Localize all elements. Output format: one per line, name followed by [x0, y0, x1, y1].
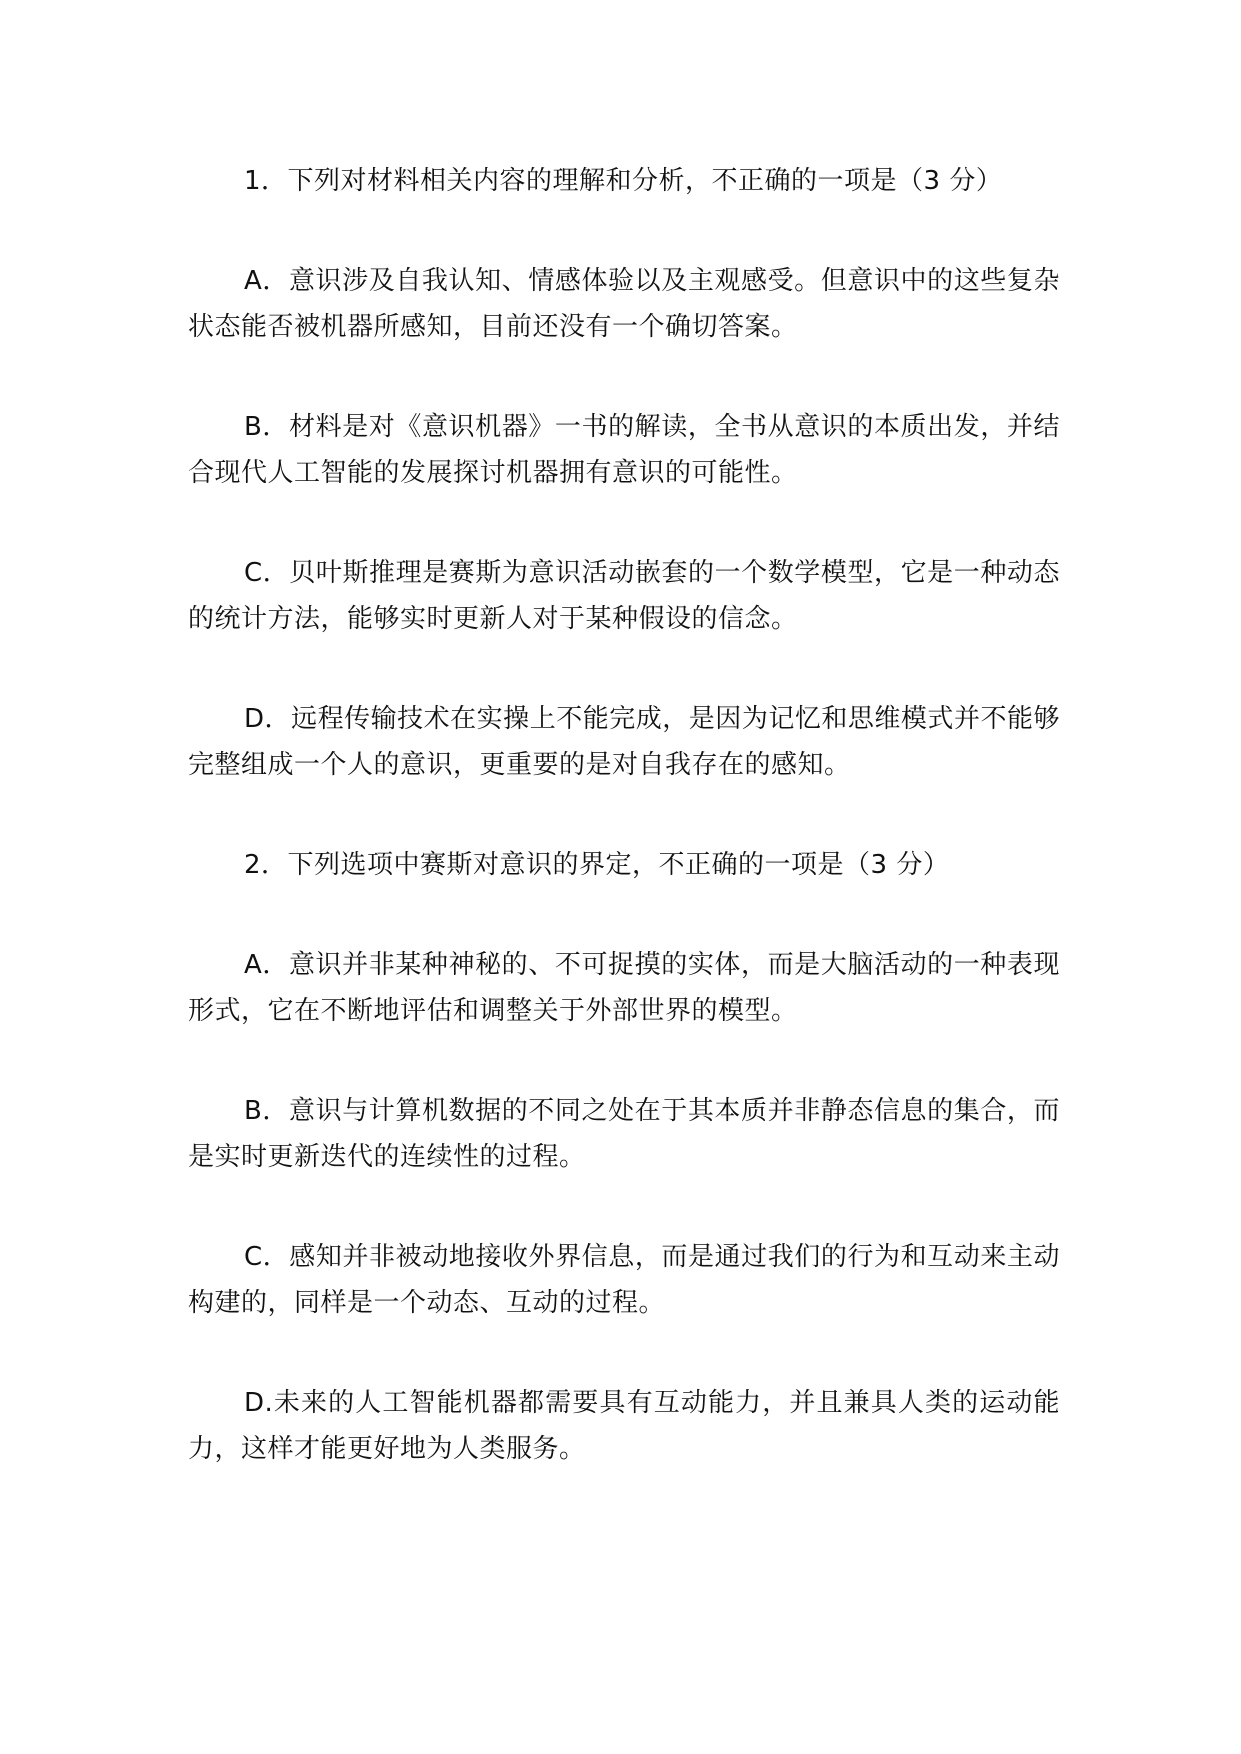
- question-2-option-d: D.未来的人工智能机器都需要具有互动能力，并且兼具人类的运动能力，这样才能更好地为人类服务。: [188, 1388, 1060, 1464]
- question-1-option-a: A．意识涉及自我认知、情感体验以及主观感受。但意识中的这些复杂状态能否被机器所感知，目前还没有一个确切答案。: [188, 266, 1060, 342]
- question-1-option-c: C．贝叶斯推理是赛斯为意识活动嵌套的一个数学模型，它是一种动态的统计方法，能够实时更新人对于某种假设的信念。: [188, 558, 1060, 634]
- question-2-option-c: C．感知并非被动地接收外界信息，而是通过我们的行为和互动来主动构建的，同样是一个动态、互动的过程。: [188, 1242, 1060, 1318]
- question-1-stem: 1．下列对材料相关内容的理解和分析，不正确的一项是（3 分）: [244, 166, 1003, 196]
- question-1-option-b: B．材料是对《意识机器》一书的解读，全书从意识的本质出发，并结合现代人工智能的发展探讨机器拥有意识的可能性。: [188, 412, 1060, 488]
- question-2-option-b: B．意识与计算机数据的不同之处在于其本质并非静态信息的集合，而是实时更新迭代的连续性的过程。: [188, 1096, 1060, 1172]
- document-body: [188, 158, 1060, 1472]
- question-2-stem: 2．下列选项中赛斯对意识的界定，不正确的一项是（3 分）: [244, 850, 950, 880]
- question-1-option-d: D．远程传输技术在实操上不能完成，是因为记忆和思维模式并不能够完整组成一个人的意识，更重要的是对自我存在的感知。: [188, 704, 1060, 780]
- question-2-option-a: A．意识并非某种神秘的、不可捉摸的实体，而是大脑活动的一种表现形式，它在不断地评估和调整关于外部世界的模型。: [188, 950, 1060, 1026]
